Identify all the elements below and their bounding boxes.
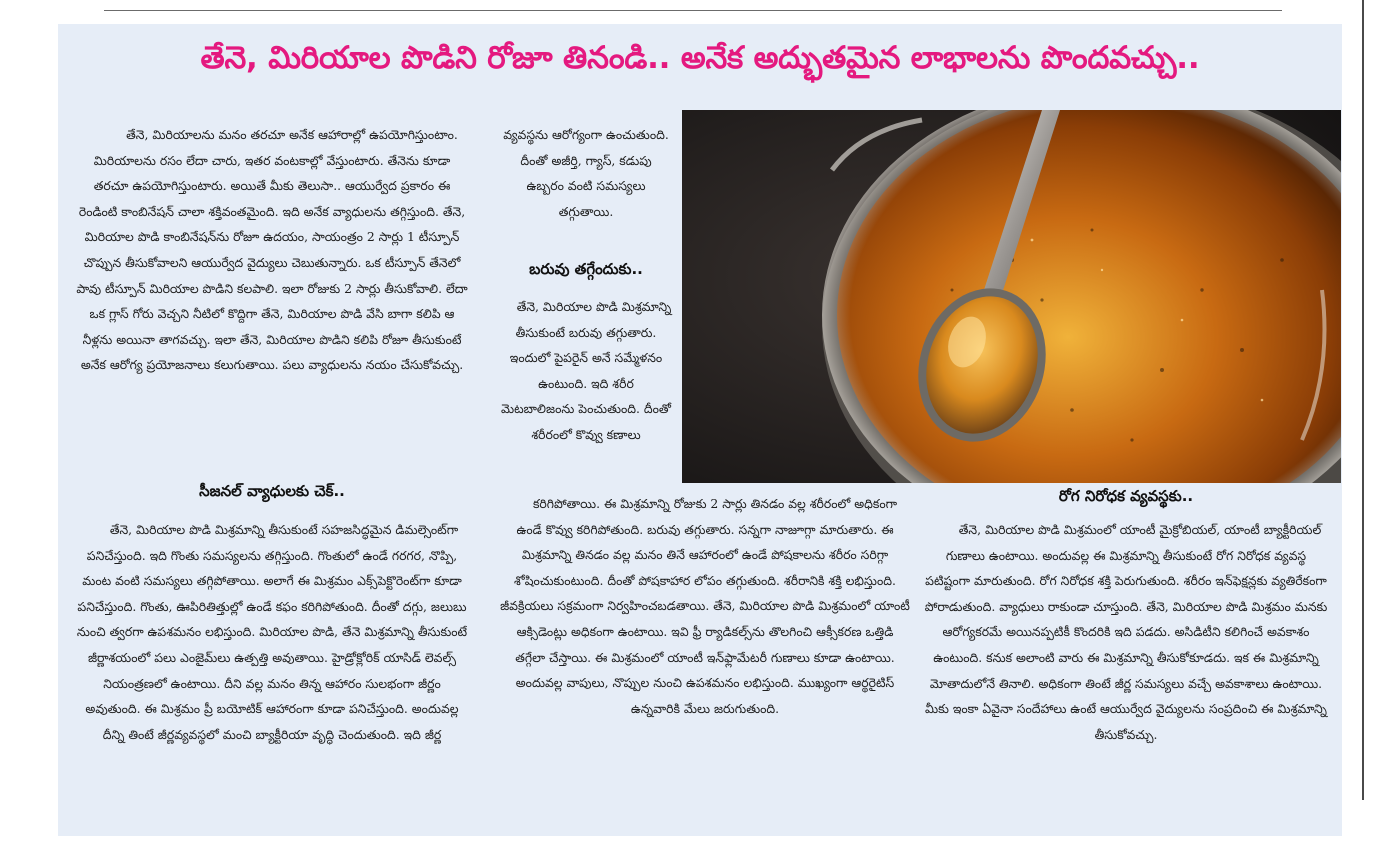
subhead-immunity: రోగ నిరోధక వ్యవస్థకు..: [1058, 487, 1194, 505]
honey-spoon-photo: [682, 110, 1341, 483]
column-2-top: [500, 122, 672, 224]
column-3-body: [922, 517, 1330, 747]
subhead-weight-loss: బరువు తగ్గేందుకు..: [529, 260, 643, 278]
article-headline: తేనె, మిరియాల పొడిని రోజూ తినండి.. అనేక అద్భుతమైన లాభాలను పొందవచ్చు..: [200, 40, 1200, 76]
intro-paragraph: తేనె, మిరియాలను మనం తరచూ అనేక ఆహారాల్లో ఉపయోగిస్తుంటాం. మిరియాలను రసం లేదా చారు, ఇతర వంటకాల్లో వేస్తుంటారు. తేనెను కూడా తరచూ ఉపయోగిస్తుంటారు. అయితే మీకు తెలుసా.. ఆయుర్వేద ప్రకారం ఈ రెండింటి కాంబినేషన్ చాలా శక్తివంతమైంది. ఇది అనేక వ్యాధులను తగ్గిస్తుంది. తేనె, మిరియాల పొడి కాంబినేషన్‌ను రోజూ ఉదయం, సాయంత్రం 2 సార్లు 1 టీస్పూన్ చొప్పున తీసుకోవాలని ఆయుర్వేద వైద్యులు చెబుతున్నారు. ఒక టీస్పూన్ తేనెలో పావు టీస్పూన్ మిరియాల పొడిని కలపాలి. ఇలా రోజుకు 2 సార్లు తీసుకోవాలి. లేదా ఒక గ్లాస్ గోరు వెచ్చని నీటిలో కొద్దిగా తేనె, మిరియాల పొడి వేసి బాగా కలిపి ఆ నీళ్లను అయినా తాగవచ్చు. ఇలా తేనె, మిరియాల పొడిని కలిపి రోజూ తీసుకుంటే అనేక ఆరోగ్య ప్రయోజనాలు కలుగుతాయి. పలు వ్యాధులను నయం చేసుకోవచ్చు.: [76, 127, 468, 373]
top-divider: [104, 10, 1282, 11]
column-2-narrow: [500, 294, 672, 448]
digestion-continued-paragraph: వ్యవస్థను ఆరోగ్యంగా ఉంచుతుంది. దీంతో అజీర్తి, గ్యాస్, కడుపు ఉబ్బరం వంటి సమస్యలు తగ్గుతాయి.: [503, 127, 669, 219]
immunity-paragraph: తేనె, మిరియాల పొడి మిశ్రమంలో యాంటీ మైక్రోబియల్, యాంటీ బ్యాక్టీరియల్ గుణాలు ఉంటాయి. అందువల్ల ఈ మిశ్రమాన్ని తీసుకుంటే రోగ నిరోధక వ్యవస్థ పటిష్టంగా మారుతుంది. రోగ నిరోధక శక్తి పెరుగుతుంది. శరీరం ఇన్‌ఫెక్షన్లకు వ్యతిరేకంగా పోరాడుతుంది. వ్యాధులు రాకుండా చూస్తుంది. తేనె, మిరియాల పొడి మిశ్రమం మనకు ఆరోగ్యకరమే అయినప్పటికీ కొందరికి ఇది పడదు. అసిడిటీని కలిగించే అవకాశం ఉంటుంది. కనుక అలాంటి వారు ఈ మిశ్రమాన్ని తీసుకోకూడదు. ఇక ఈ మిశ్రమాన్ని మోతాదులోనే తినాలి. అధికంగా తింటే జీర్ణ సమస్యలు వచ్చే అవకాశాలు ఉంటాయి. మీకు ఇంకా ఏవైనా సందేహాలు ఉంటే ఆయుర్వేద వైద్యులను సంప్రదించి ఈ మిశ్రమాన్ని తీసుకోవచ్చు.: [924, 522, 1328, 742]
column-2-wide: [500, 491, 910, 721]
column-1-intro: [76, 122, 468, 378]
weight-loss-paragraph-start: తేనె, మిరియాల పొడి మిశ్రమాన్ని తీసుకుంటే బరువు తగ్గుతారు. ఇందులో పైపరైన్ అనే సమ్మేళనం ఉంటుంది. ఇది శరీర మెటబాలిజంను పెంచుతుంది. దీంతో శరీరంలో కొవ్వు కణాలు: [500, 299, 672, 442]
column-1-body: [76, 517, 468, 747]
honey-jar-illustration: [682, 110, 1341, 483]
weight-loss-paragraph-continued: కరిగిపోతాయి. ఈ మిశ్రమాన్ని రోజుకు 2 సార్లు తినడం వల్ల శరీరంలో అధికంగా ఉండే కొవ్వు కరిగిపోతుంది. బరువు తగ్గుతారు. సన్నగా నాజూగ్గా మారుతారు. ఈ మిశ్రమాన్ని తినడం వల్ల మనం తినే ఆహారంలో ఉండే పోషకాలను శరీరం సరిగ్గా శోషించుకుంటుంది. దీంతో పోషకాహార లోపం తగ్గుతుంది. శరీరానికి శక్తి లభిస్తుంది. జీవక్రియలు సక్రమంగా నిర్వహించబడతాయి. తేనె, మిరియాల పొడి మిశ్రమంలో యాంటీ ఆక్సిడెంట్లు అధికంగా ఉంటాయి. ఇవి ఫ్రీ ర్యాడికల్స్‌ను తొలగించి ఆక్సీకరణ ఒత్తిడి తగ్గేలా చేస్తాయి. ఈ మిశ్రమంలో యాంటీ ఇన్‌ఫ్లామేటరీ గుణాలు కూడా ఉంటాయి. అందువల్ల వాపులు, నొప్పుల నుంచి ఉపశమనం లభిస్తుంది. ముఖ్యంగా ఆర్థరైటిస్ ఉన్నవారికి మేలు జరుగుతుంది.: [500, 496, 910, 716]
seasonal-diseases-paragraph: తేనె, మిరియాల పొడి మిశ్రమాన్ని తీసుకుంటే సహజసిద్ధమైన డిమల్సెంట్‌గా పనిచేస్తుంది. ఇది గొంతు సమస్యలను తగ్గిస్తుంది. గొంతులో ఉండే గరగర, నొప్పి, మంట వంటి సమస్యలు తగ్గిపోతాయి. అలాగే ఈ మిశ్రమం ఎక్స్‌పెక్టొరెంట్‌గా కూడా పనిచేస్తుంది. గొంతు, ఊపిరితిత్తుల్లో ఉండే కఫం కరిగిపోతుంది. దీంతో దగ్గు, జలుబు నుంచి త్వరగా ఉపశమనం లభిస్తుంది. మిరియాల పొడి, తేనె మిశ్రమాన్ని తీసుకుంటే జీర్ణాశయంలో పలు ఎంజైమ్‌లు ఉత్పత్తి అవుతాయి. హైడ్రోక్లోరిక్ యాసిడ్ లెవల్స్ నియంత్రణలో ఉంటాయి. దీని వల్ల మనం తిన్న ఆహారం సులభంగా జీర్ణం అవుతుంది. ఈ మిశ్రమం ప్రీ బయోటిక్ ఆహారంగా కూడా పనిచేస్తుంది. అందువల్ల దీన్ని తింటే జీర్ణవ్యవస్థలో మంచి బ్యాక్టీరియా వృద్ధి చెందుతుంది. ఇది జీర్ణ: [76, 522, 468, 742]
side-divider: [1362, 0, 1364, 800]
subhead-seasonal-diseases: సీజనల్ వ్యాధులకు చెక్..: [199, 482, 345, 500]
